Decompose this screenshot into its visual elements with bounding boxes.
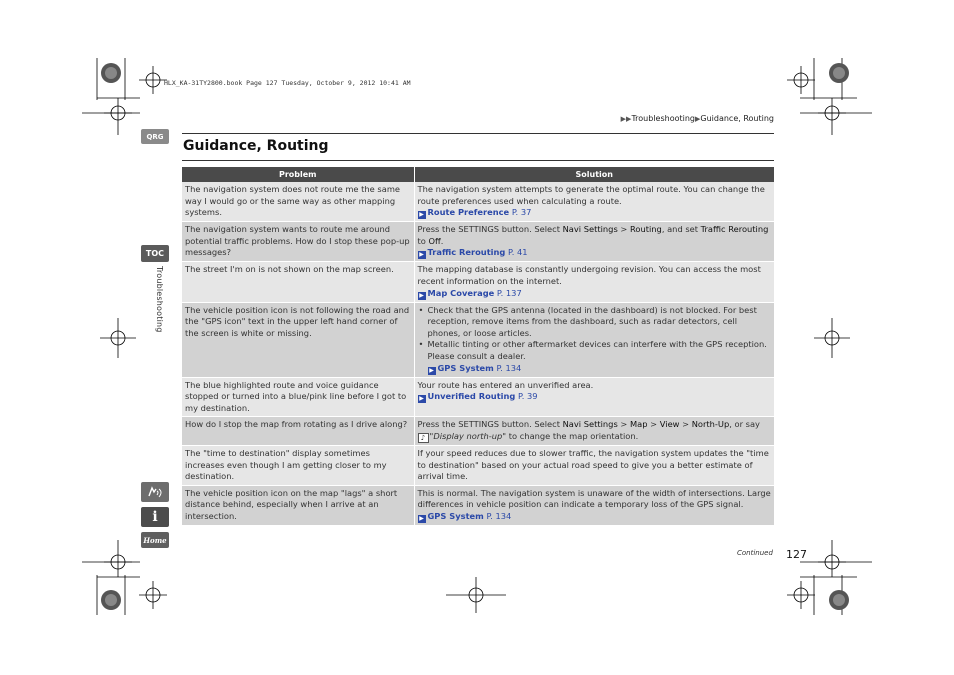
problem-cell: The navigation system does not route me the same way I would go or the same way as other mapping systems. [182, 182, 414, 222]
cross-reference-link[interactable] [418, 288, 772, 300]
reference-label: GPS System [437, 362, 494, 373]
page-number: 127 [786, 548, 807, 561]
table-row [182, 377, 774, 417]
solution-bullet: • Metallic tinting or other aftermarket devices can interfere with the GPS reception. Please consult a dealer. [428, 339, 772, 362]
breadcrumb-section[interactable]: Troubleshooting [631, 114, 695, 123]
solution-cell [414, 182, 774, 222]
solution-cell [414, 485, 774, 525]
cross-reference-link[interactable] [418, 391, 772, 403]
solution-text: Press the SETTINGS button. Select Navi Settings > Map > View > North-Up, or say ♪ "Display north-up" to change the map orientation. [417, 419, 760, 442]
breadcrumb-arrow-icon: ▶▶ [620, 115, 632, 123]
breadcrumb-arrow-icon: ▶ [694, 115, 701, 123]
voice-command-icon [147, 485, 163, 499]
solution-text: This is normal. The navigation system is unaware of the width of intersections. Large differences in vehicle position can indicate a temporary loss of the GPS signal. [417, 487, 771, 510]
reference-label: Traffic Rerouting [427, 247, 506, 258]
problem-cell: The blue highlighted route and voice guidance stopped or turned into a blue/pink line before I got to my destination. [182, 377, 414, 417]
voice-command-tab[interactable] [141, 482, 169, 502]
breadcrumb [621, 114, 774, 123]
reference-page: P. 134 [486, 510, 512, 521]
table-row [182, 182, 774, 222]
solution-cell: If your speed reduces due to slower traffic, the navigation system updates the "time to destination" based on your actual road speed to give you a better estimate of arrival time. [414, 445, 774, 485]
cross-reference-link[interactable] [418, 363, 772, 375]
reference-arrow-icon: ▶ [419, 395, 424, 403]
reference-label: GPS System [427, 510, 484, 521]
solution-cell [414, 222, 774, 262]
table-row [182, 302, 774, 377]
problem-cell: The street I'm on is not shown on the map screen. [182, 262, 414, 302]
section-label: Troubleshooting [155, 266, 164, 333]
reference-arrow-icon: ▶ [419, 514, 424, 522]
reference-page: P. 41 [508, 247, 528, 258]
index-tab[interactable]: i [141, 507, 169, 527]
solution-cell [414, 417, 774, 446]
print-header: HLX_KA-31TY2800.book Page 127 Tuesday, October 9, 2012 10:41 AM [164, 79, 411, 87]
title-rule-top [182, 133, 774, 134]
table-row [182, 222, 774, 262]
home-tab[interactable]: Home [141, 532, 169, 548]
reference-page: P. 137 [496, 287, 522, 298]
voice-command-text: "Display north-up" [429, 430, 507, 441]
title-rule-bottom [182, 160, 774, 161]
toc-tab[interactable]: TOC [141, 245, 169, 262]
cross-reference-link[interactable] [418, 511, 772, 523]
reference-label: Map Coverage [427, 287, 495, 298]
reference-page: P. 134 [496, 362, 522, 373]
reference-arrow-icon: ▶ [429, 366, 434, 374]
solution-bullets [418, 305, 772, 363]
problem-cell: The vehicle position icon is not following the road and the "GPS icon" text in the upper left hand corner of the screen is white or missing. [182, 302, 414, 377]
page-title: Guidance, Routing [183, 138, 329, 154]
cross-reference-link[interactable] [418, 247, 772, 259]
solution-bullet: • Check that the GPS antenna (located in the dashboard) is not blocked. For best reception, remove items from the dashboard, such as radar detectors, cell phones, or loose articles. [428, 305, 772, 340]
reference-label: Route Preference [427, 207, 510, 218]
reference-arrow-icon: ▶ [419, 211, 424, 219]
problem-cell: The "time to destination" display sometimes increases even though I am getting closer to my destination. [182, 445, 414, 485]
reference-arrow-icon: ▶ [419, 291, 424, 299]
continued-label: Continued [737, 549, 773, 557]
qrg-tab[interactable]: QRG [141, 129, 169, 144]
table-row [182, 262, 774, 302]
column-header-problem: Problem [182, 167, 414, 182]
problem-cell: How do I stop the map from rotating as I drive along? [182, 417, 414, 446]
solution-cell [414, 377, 774, 417]
table-row [182, 445, 774, 485]
table-row [182, 417, 774, 446]
reference-arrow-icon: ▶ [419, 251, 424, 259]
problem-cell: The navigation system wants to route me around potential traffic problems. How do I stop these pop-up messages? [182, 222, 414, 262]
solution-text: The mapping database is constantly undergoing revision. You can access the most recent information on the internet. [417, 264, 761, 286]
reference-page: P. 39 [518, 391, 538, 402]
reference-label: Unverified Routing [427, 391, 516, 402]
cross-reference-link[interactable] [418, 207, 772, 219]
problem-cell: The vehicle position icon on the map "lags" a short distance behind, especially when I arrive at an intersection. [182, 485, 414, 525]
table-row [182, 485, 774, 525]
solution-text: The navigation system attempts to generate the optimal route. You can change the route preferences used when calculating a route. [417, 184, 765, 206]
breadcrumb-current: Guidance, Routing [700, 114, 774, 123]
troubleshooting-table [182, 167, 774, 526]
solution-text: Your route has entered an unverified area. [417, 379, 594, 390]
reference-page: P. 37 [511, 207, 532, 218]
solution-text: Press the SETTINGS button. Select Navi Settings > Routing, and set Traffic Rerouting to Off. [417, 224, 769, 246]
solution-cell [414, 302, 774, 377]
solution-cell [414, 262, 774, 302]
voice-command-icon: ♪ [418, 433, 429, 443]
column-header-solution: Solution [414, 167, 774, 182]
